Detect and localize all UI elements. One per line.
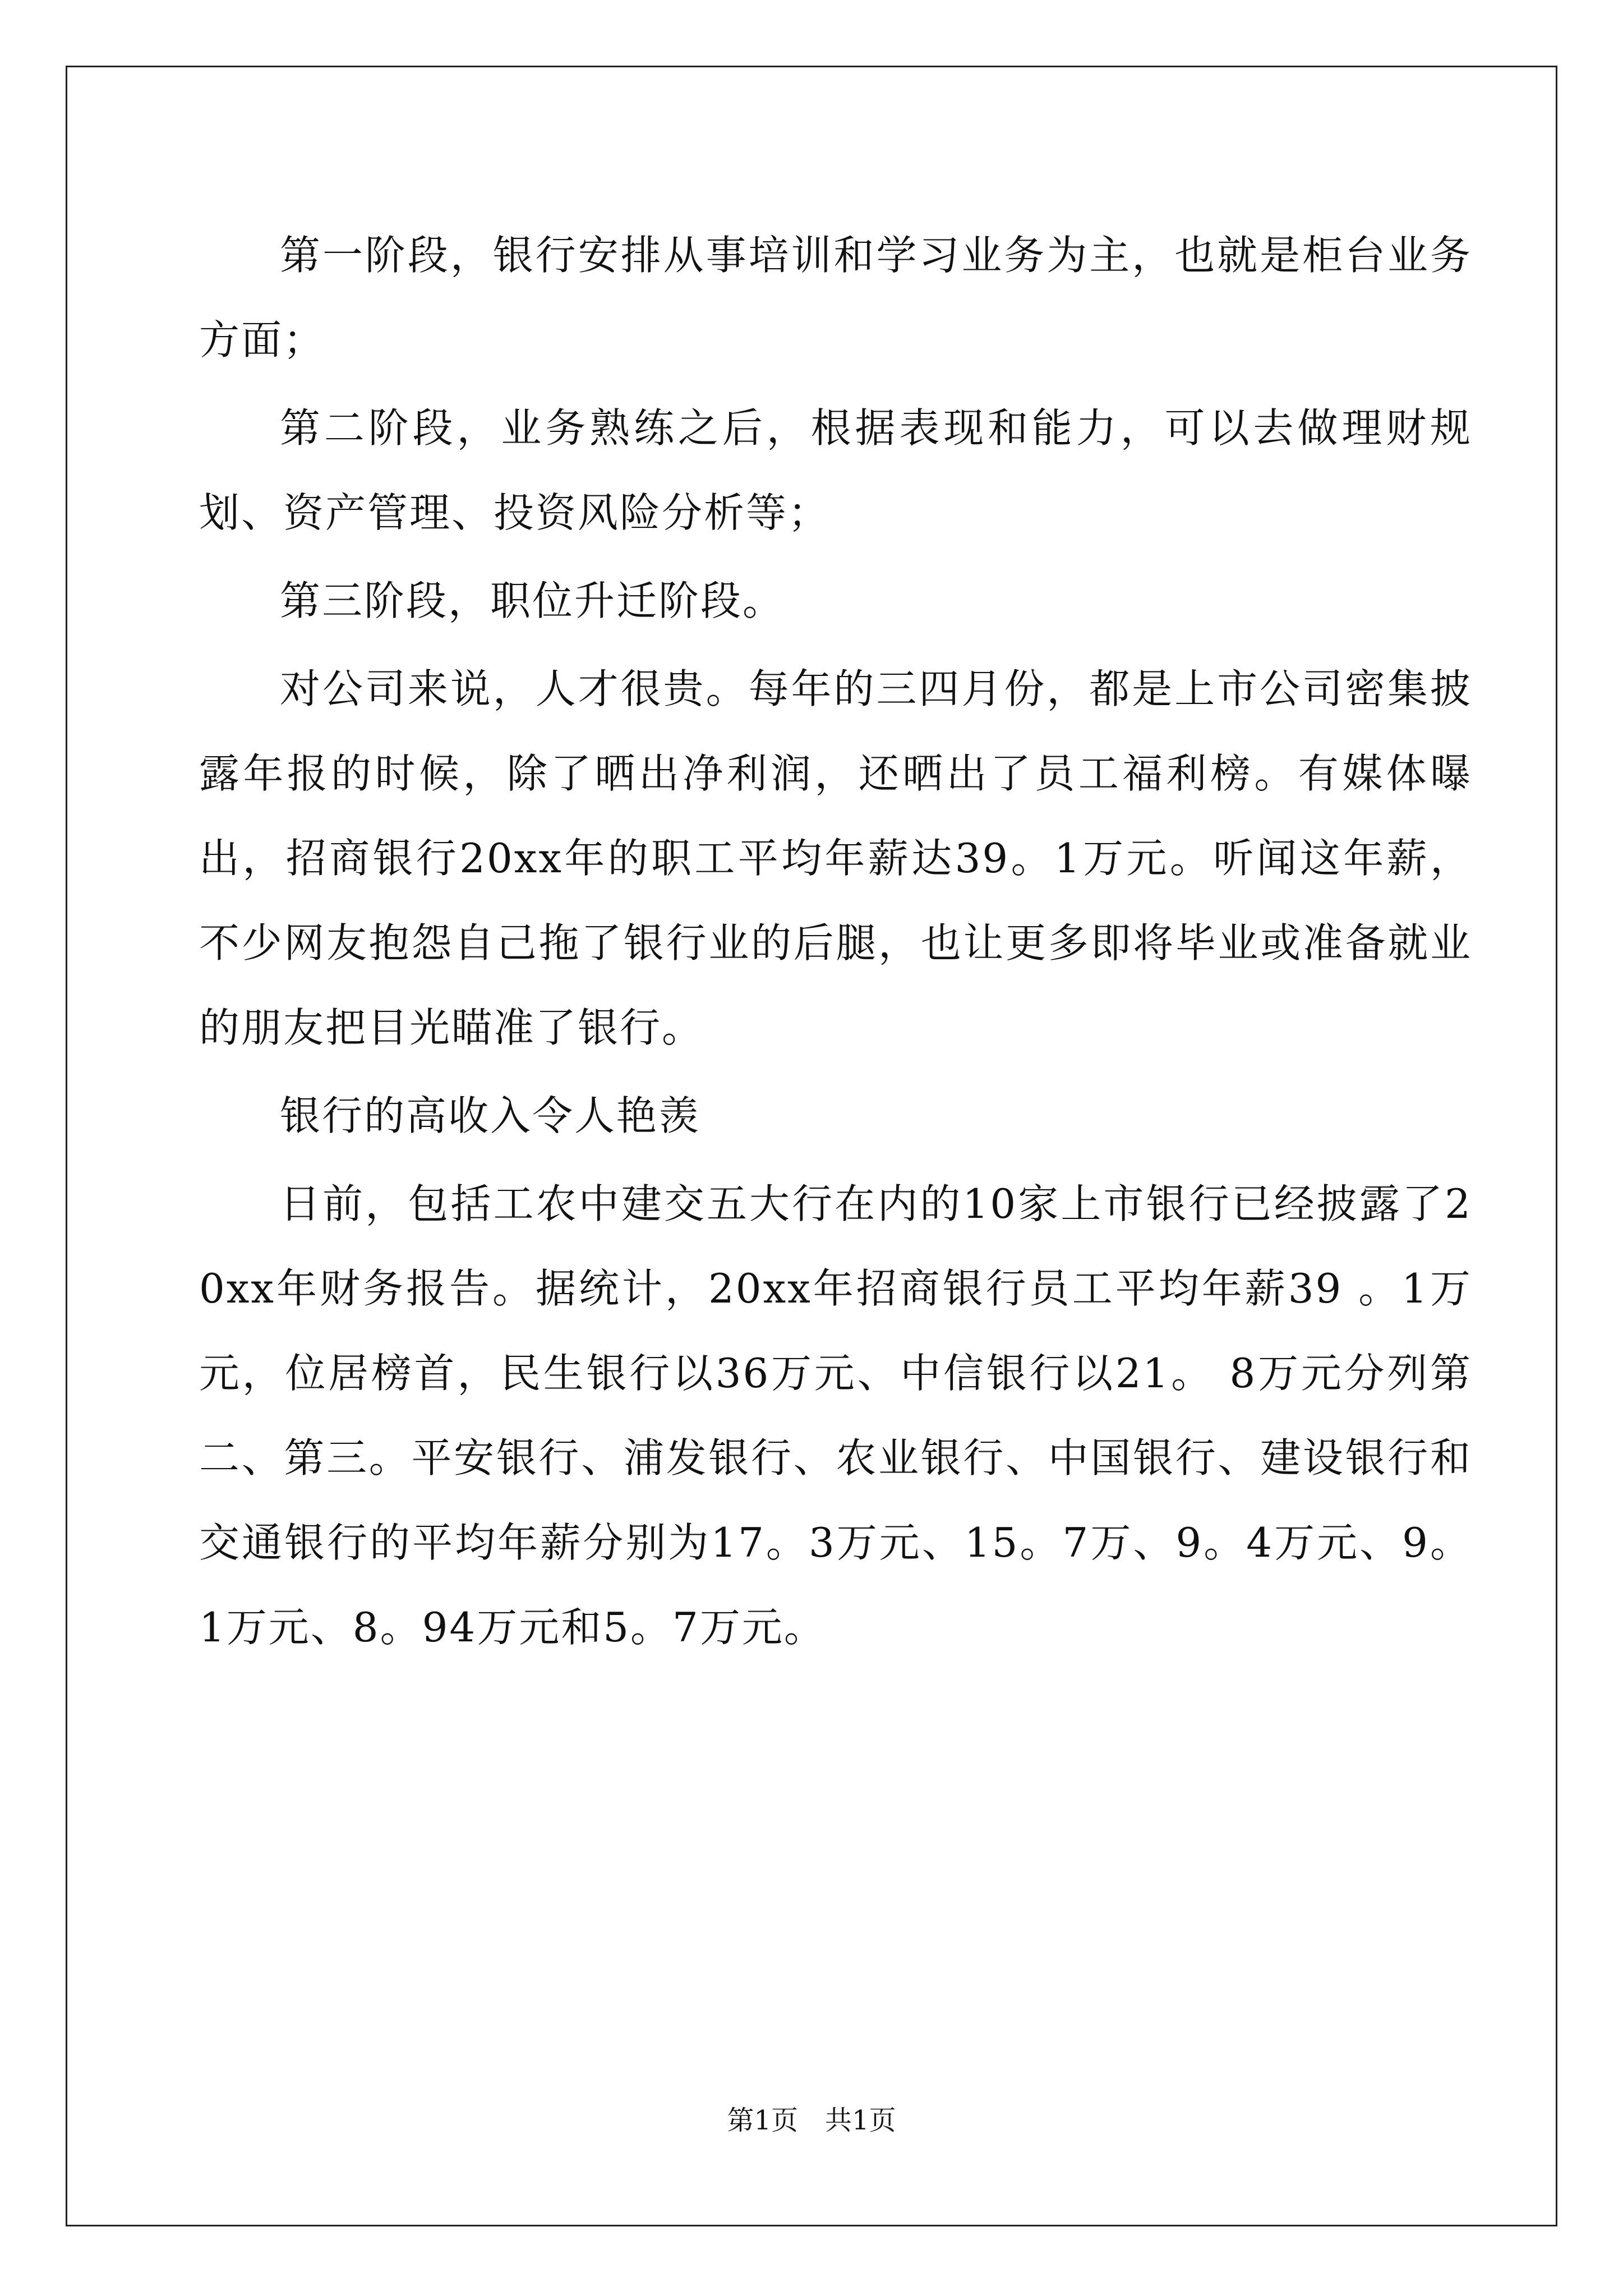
paragraph-stage-one: 第一阶段，银行安排从事培训和学习业务为主，也就是柜台业务方面； — [199, 232, 1472, 364]
paragraph-stage-three: 第三阶段，职位升迁阶段。 — [280, 577, 785, 624]
page-footer: 第1页 共1页 — [727, 2105, 896, 2136]
paragraph-talent: 对公司来说，人才很贵。每年的三四月份，都是上市公司密集披露年报的时候，除了晒出净利润，还晒出了员工福利榜。有媒体曝出，招商银行20xx年的职工平均年薪达39。1万元。听闻这年薪，不少网友抱怨自己拖了银行业的后腿，也让更多即将毕业或准备就业的朋友把目光瞄准了银行。 — [199, 665, 1472, 1051]
paragraph-stage-two: 第二阶段，业务熟练之后，根据表现和能力，可以去做理财规划、资产管理、投资风险分析等； — [199, 404, 1472, 536]
section-heading: 银行的高收入令人艳羡 — [280, 1092, 701, 1139]
document-body — [199, 213, 1472, 1673]
paragraph-salaries: 日前，包括工农中建交五大行在内的10家上市银行已经披露了20xx年财务报告。据统计，20xx年招商银行员工平均年薪39 。1万元，位居榜首，民生银行以36万元、中信银行以21。 8万元分列第二、第三。平安银行、浦发银行、农业银行、中国银行、建设银行和交通银行的平均年薪分别为17。3万元、15。7万、9。4万元、9。1万元、8。94万元和5。7万元。 — [199, 1180, 1472, 1651]
